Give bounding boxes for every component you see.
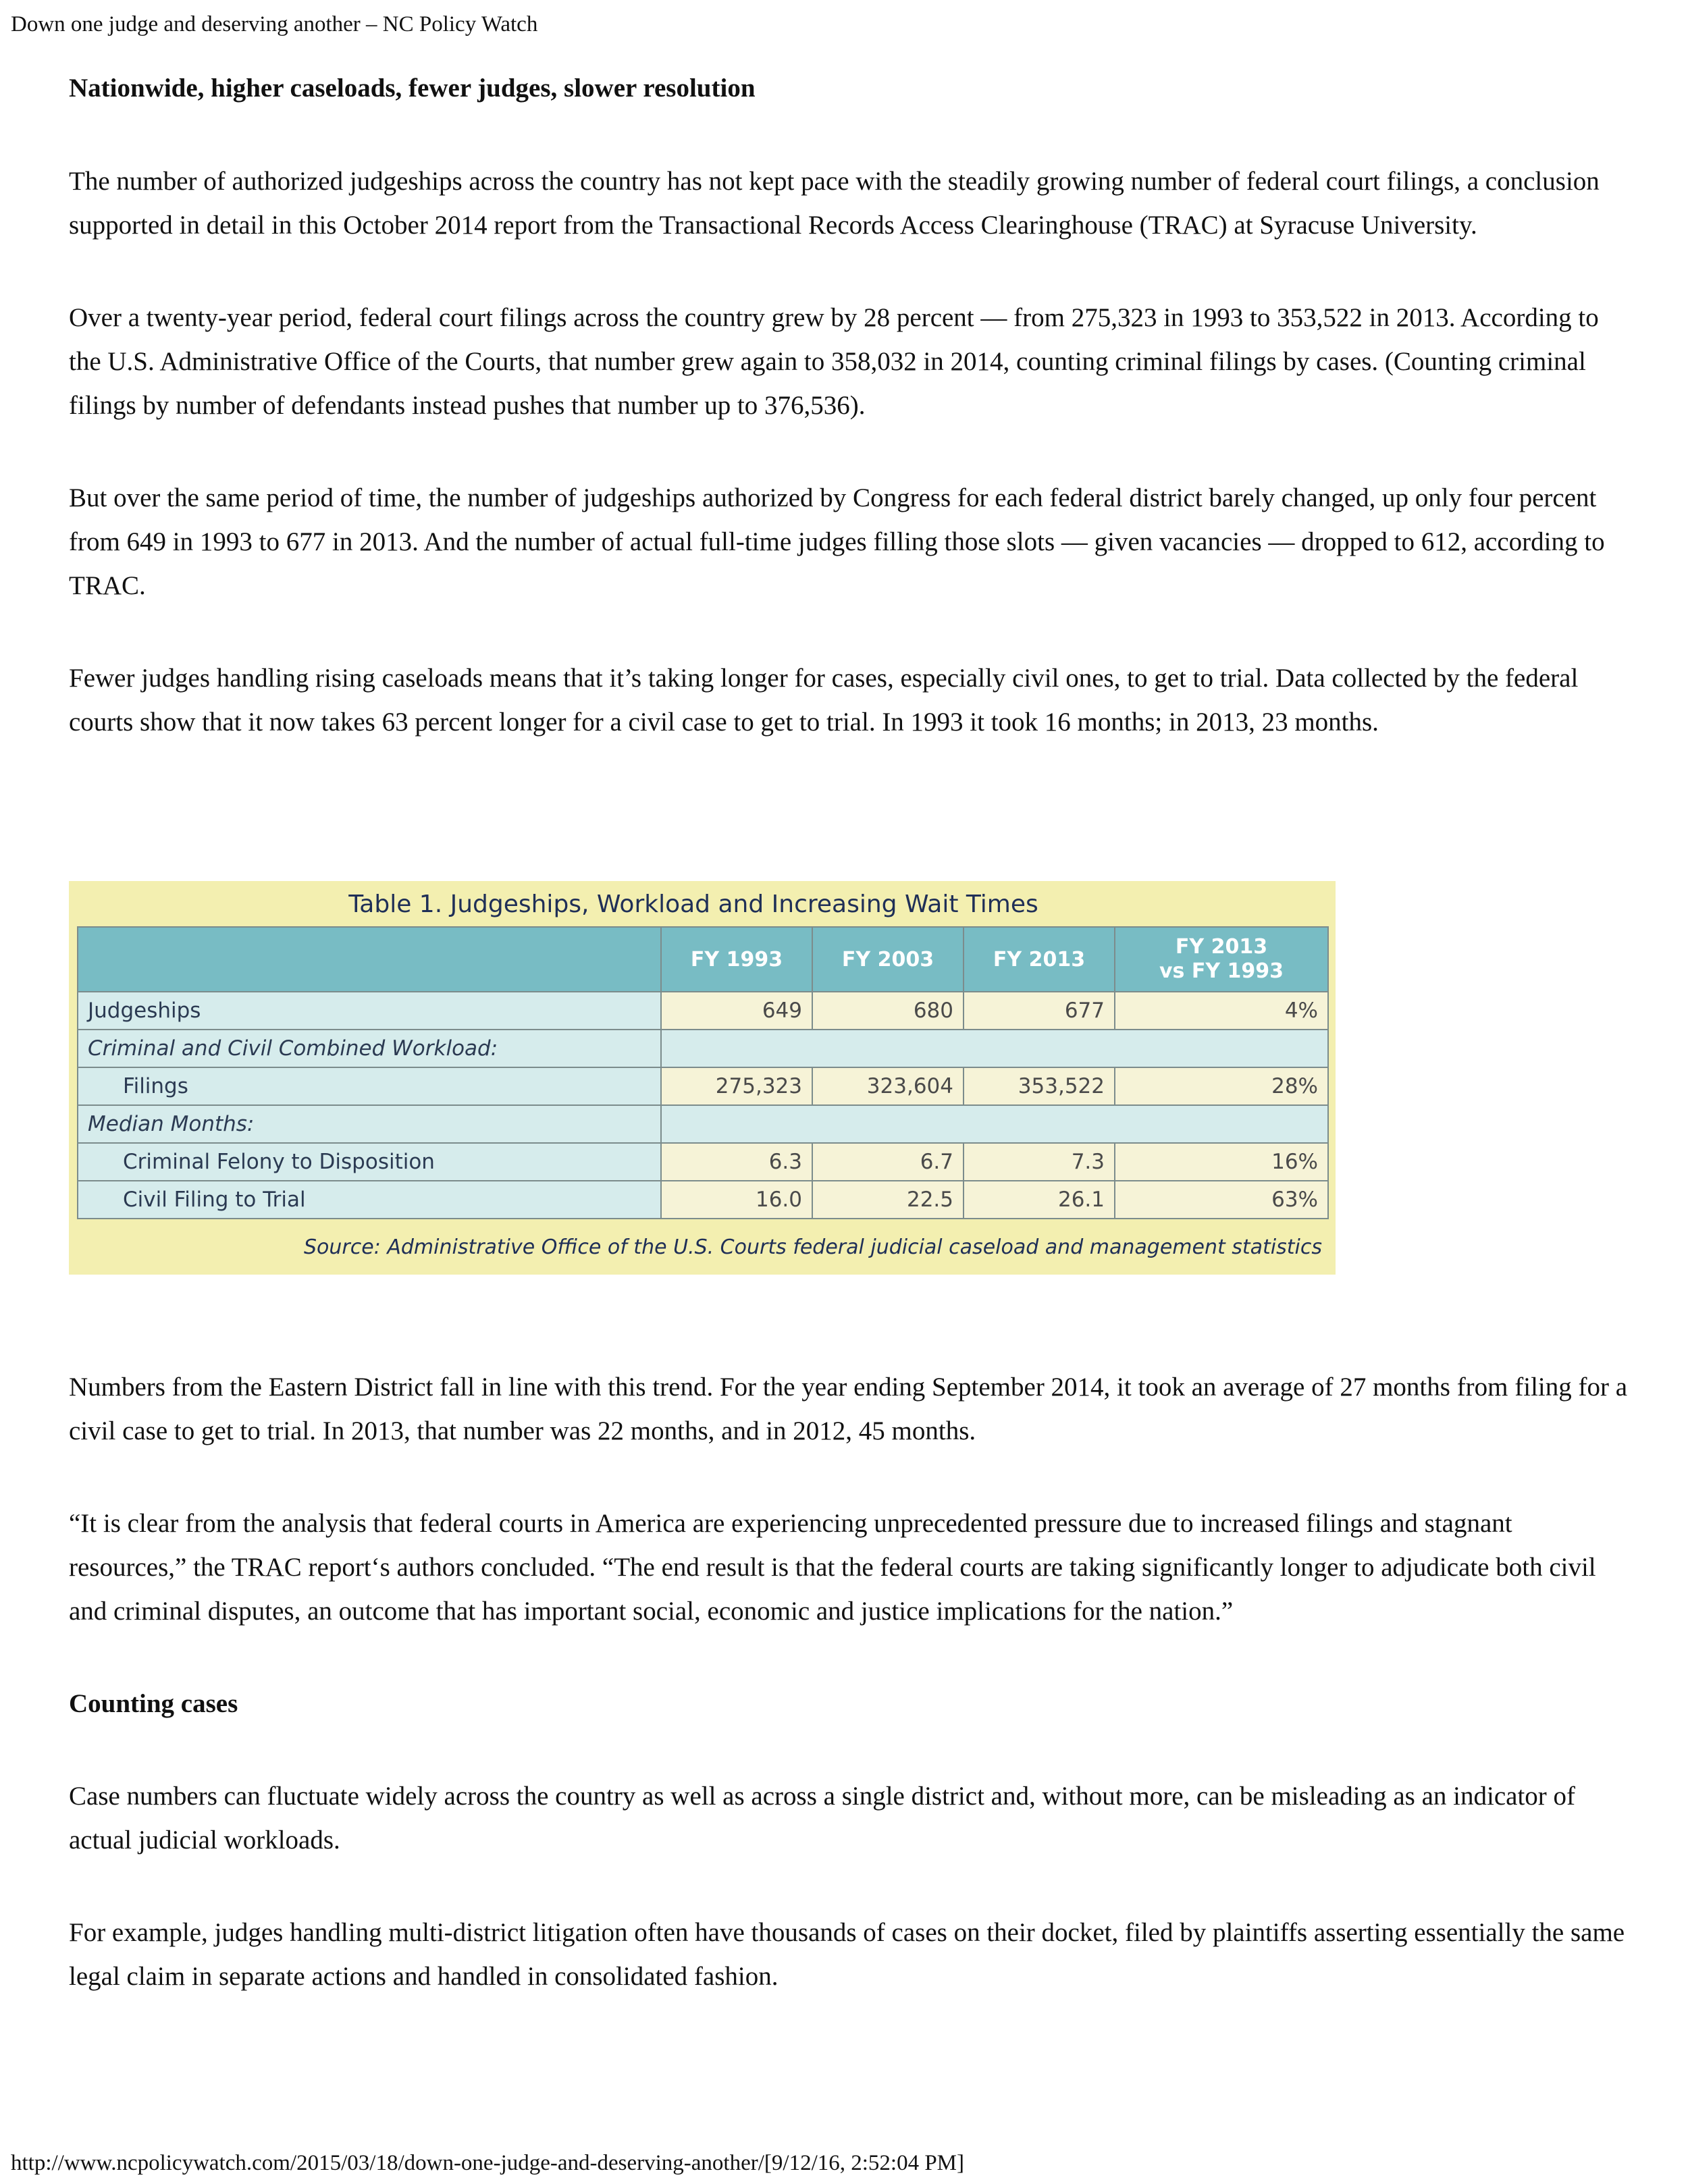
table-header-blank bbox=[78, 927, 661, 992]
paragraph: The number of authorized judgeships across the country has not kept pace with the steadily growing number of federal court filings, a conclusion supported in detail in this October 2014 report from the Transactional Records Access Clearinghouse (TRAC) at Syracuse University. bbox=[69, 167, 1600, 240]
table-header-row bbox=[78, 927, 1328, 992]
table-cell: 16% bbox=[1115, 1143, 1328, 1181]
section-heading: Counting cases bbox=[69, 1689, 238, 1718]
row-label: Filings bbox=[78, 1067, 661, 1105]
paragraph: Fewer judges handling rising caseloads means that it’s taking longer for cases, especially civil ones, to get to trial. Data collected by the federal courts show that it now takes 63 percent longer for a civil case to get to trial. In 1993 it took 16 months; in 2013, 23 months. bbox=[69, 664, 1579, 737]
table-cell: 649 bbox=[661, 992, 812, 1030]
table-row bbox=[78, 1067, 1328, 1105]
paragraph: Over a twenty-year period, federal court filings across the country grew by 28 percent — from 275,323 in 1993 to 353,522 in 2013. According to the U.S. Administrative Office of the Courts, that number grew again to 358,032 in 2014, counting criminal filings by cases. (Counting criminal filings by number of defendants instead pushes that number up to 376,536). bbox=[69, 303, 1599, 420]
table-cell: 275,323 bbox=[661, 1067, 812, 1105]
paragraph: Case numbers can fluctuate widely across the country as well as across a single district and, without more, can be misleading as an indicator of actual judicial workloads. bbox=[69, 1782, 1575, 1855]
paragraph: For example, judges handling multi-district litigation often have thousands of cases on their docket, filed by plaintiffs asserting essentially the same legal claim in separate actions and handled in consolidated fashion. bbox=[69, 1918, 1625, 1991]
table-section-row bbox=[78, 1105, 1328, 1143]
table-cell: 28% bbox=[1115, 1067, 1328, 1105]
table-cell: 63% bbox=[1115, 1181, 1328, 1219]
paragraph: But over the same period of time, the number of judgeships authorized by Congress for each federal district barely changed, up only four percent from 649 in 1993 to 677 in 2013. And the number of actual full-time judges filling those slots — given vacancies — dropped to 612, according to TRAC. bbox=[69, 483, 1605, 600]
table-row bbox=[78, 1143, 1328, 1181]
paragraph: Numbers from the Eastern District fall in line with this trend. For the year ending September 2014, it took an average of 27 months from filing for a civil case to get to trial. In 2013, that number was 22 months, and in 2012, 45 months. bbox=[69, 1373, 1628, 1445]
column-header: FY 1993 bbox=[661, 927, 812, 992]
table-cell: 353,522 bbox=[964, 1067, 1115, 1105]
row-label: Judgeships bbox=[78, 992, 661, 1030]
table-cell: 26.1 bbox=[964, 1181, 1115, 1219]
column-header-line: FY 2013 bbox=[1175, 935, 1268, 959]
article-body bbox=[69, 66, 1629, 744]
paragraph: “It is clear from the analysis that federal courts in America are experiencing unprecedented pressure due to increased filings and stagnant resources,” the TRAC report‘s authors concluded. “The end result is that the federal courts are taking significantly longer to adjudicate both civil and criminal disputes, an outcome that has important social, economic and justice implications for the nation.” bbox=[69, 1509, 1596, 1626]
table-cell: 16.0 bbox=[661, 1181, 812, 1219]
table-row bbox=[78, 1181, 1328, 1219]
table-cell: 680 bbox=[812, 992, 964, 1030]
table-cell: 677 bbox=[964, 992, 1115, 1030]
print-header-title: Down one judge and deserving another – NC Policy Watch bbox=[11, 12, 538, 36]
table-title: Table 1. Judgeships, Workload and Increasing Wait Times bbox=[348, 890, 1038, 918]
table-cell: 6.3 bbox=[661, 1143, 812, 1181]
section-label: Median Months: bbox=[78, 1105, 661, 1143]
table-row bbox=[78, 992, 1328, 1030]
table-cell: 323,604 bbox=[812, 1067, 964, 1105]
table-cell: 22.5 bbox=[812, 1181, 964, 1219]
section-band bbox=[661, 1030, 1328, 1067]
column-header: FY 2013 bbox=[964, 927, 1115, 992]
table-cell: 7.3 bbox=[964, 1143, 1115, 1181]
table-source-note: Source: Administrative Office of the U.S. Courts federal judicial caseload and management statistics bbox=[304, 1235, 1322, 1259]
section-label: Criminal and Civil Combined Workload: bbox=[78, 1030, 661, 1067]
judgeships-table-image bbox=[69, 881, 1336, 1275]
judgeships-table bbox=[77, 926, 1329, 1219]
column-header-line: vs FY 1993 bbox=[1159, 959, 1284, 983]
table-section-row bbox=[78, 1030, 1328, 1067]
section-band bbox=[661, 1105, 1328, 1143]
row-label: Criminal Felony to Disposition bbox=[78, 1143, 661, 1181]
row-label: Civil Filing to Trial bbox=[78, 1181, 661, 1219]
column-header bbox=[1115, 927, 1328, 992]
table-cell: 4% bbox=[1115, 992, 1328, 1030]
print-footer-url: http://www.ncpolicywatch.com/2015/03/18/down-one-judge-and-deserving-another/[9/12/16, 2:52:04 PM] bbox=[11, 2151, 965, 2175]
article-body-continued bbox=[69, 1365, 1629, 1998]
column-header: FY 2003 bbox=[812, 927, 964, 992]
table-cell: 6.7 bbox=[812, 1143, 964, 1181]
section-heading: Nationwide, higher caseloads, fewer judges, slower resolution bbox=[69, 74, 756, 103]
